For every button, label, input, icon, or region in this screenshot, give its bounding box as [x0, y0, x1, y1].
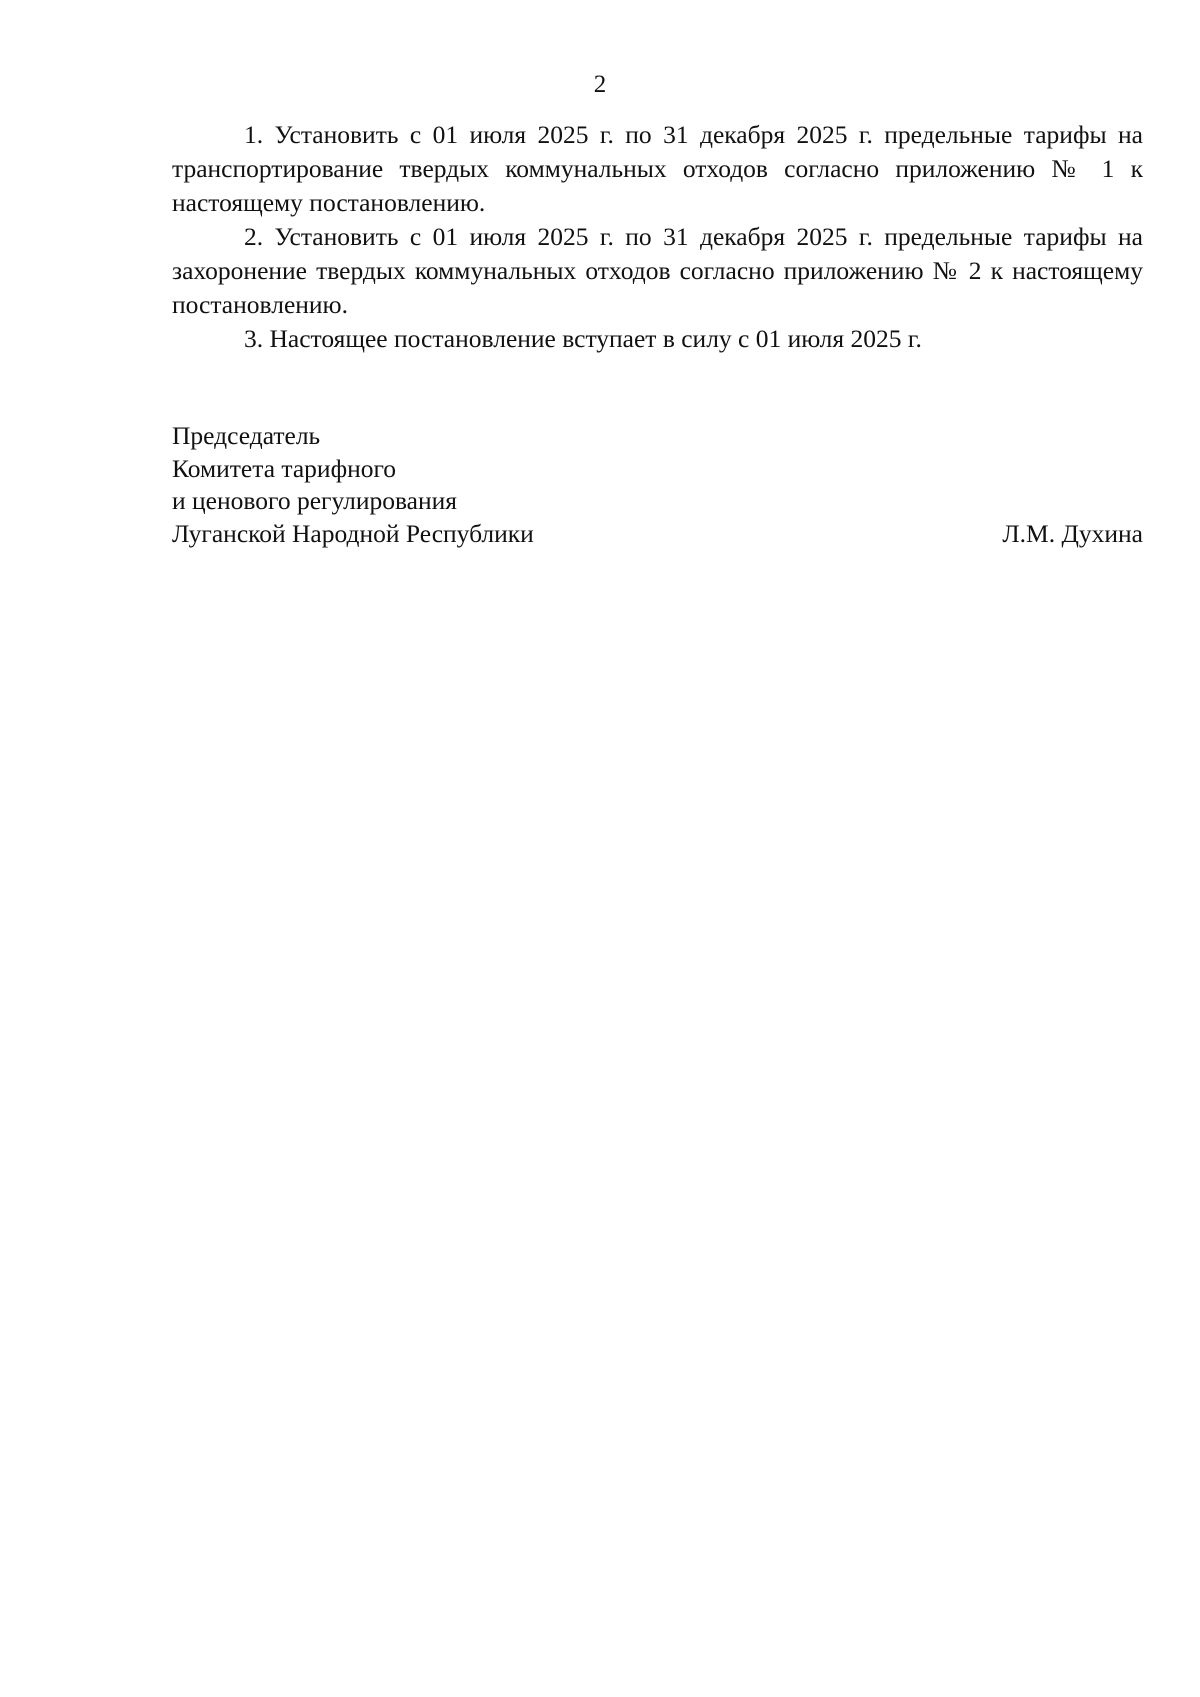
signatory-name: Л.М. Духина [1002, 518, 1143, 548]
signature-block [172, 420, 1143, 550]
signatory-position-line: Председатель [172, 421, 321, 450]
signatory-position-line: Луганской Народной Республики [172, 518, 534, 548]
paragraph-2: 2. Установить с 01 июля 2025 г. по 31 декабря 2025 г. предельные тарифы на захоронение твердых коммунальных отходов согласно приложению № 2 к настоящему постановлению. [172, 222, 1143, 319]
paragraph-1: 1. Установить с 01 июля 2025 г. по 31 декабря 2025 г. предельные тарифы на транспортирование твердых коммунальных отходов согласно приложению № 1 к настоящему постановлению. [172, 120, 1143, 217]
page-number: 2 [593, 71, 607, 98]
signatory-position-line: Комитета тарифного [172, 453, 397, 483]
signatory-position-line: и ценового регулирования [172, 486, 458, 515]
signature-final-row [172, 518, 1143, 551]
paragraph-3: 3. Настоящее постановление вступает в силу с 01 июля 2025 г. [244, 324, 922, 353]
document-body [172, 118, 1143, 356]
